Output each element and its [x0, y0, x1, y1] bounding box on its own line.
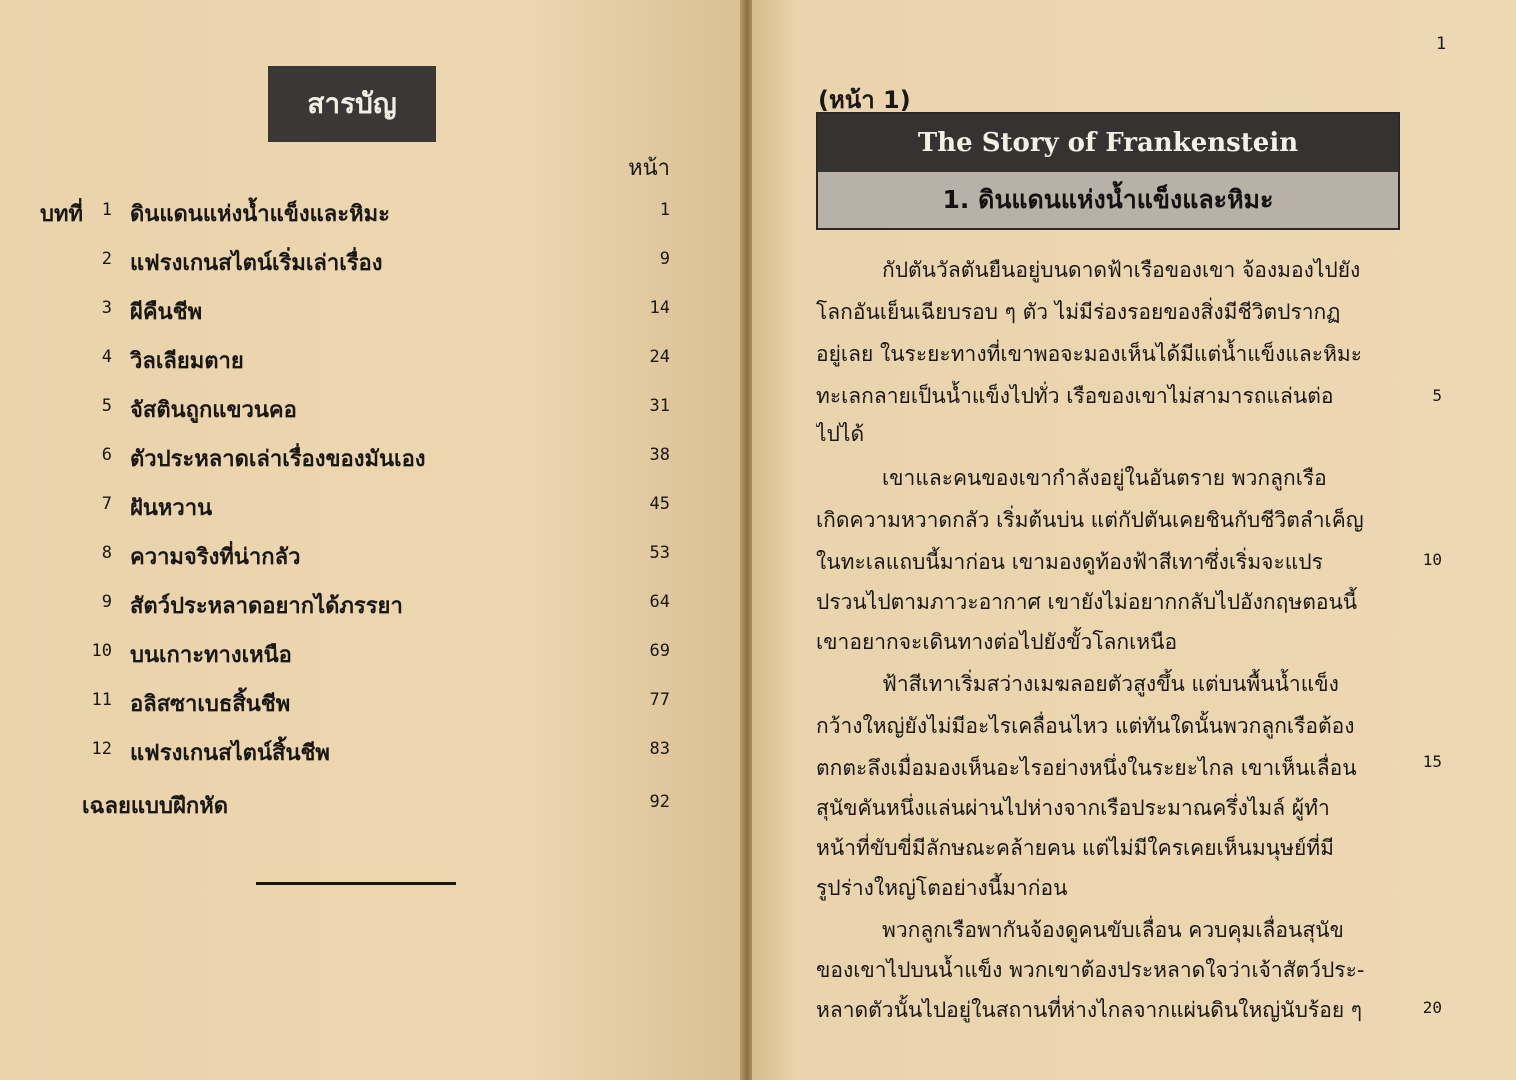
body-text-line: เขาอยากจะเดินทางต่อไปยังขั้วโลกเหนือ [816, 630, 1178, 654]
chapter-word: บทที่ [40, 202, 83, 227]
toc-entry-title: อลิสซาเบธสิ้นชีพ [130, 692, 291, 717]
body-text-line: ฟ้าสีเทาเริ่มสว่างเมฆลอยตัวสูงขึ้น แต่บนพื้นน้ำแข็ง [882, 672, 1339, 696]
body-text-line: ของเขาไปบนน้ำแข็ง พวกเขาต้องประหลาดใจว่าเจ้าสัตว์ประ- [816, 958, 1365, 982]
body-text-line: หลาดตัวนั้นไปอยู่ในสถานที่ห่างไกลจากแผ่นดินใหญ่นับร้อย ๆ [816, 998, 1363, 1022]
toc-entry-number: 7 [101, 494, 112, 514]
toc-entry-number: 6 [101, 445, 112, 465]
toc-entry [40, 588, 670, 628]
toc-entry-page: 9 [659, 249, 670, 269]
body-text-line: โลกอันเย็นเฉียบรอบ ๆ ตัว ไม่มีร่องรอยของสิ่งมีชีวิตปรากฏ [816, 300, 1341, 324]
page-tag: (หน้า 1) [818, 86, 911, 114]
toc-entry-number: 8 [101, 543, 112, 563]
toc-entry-page: 1 [659, 200, 670, 220]
toc-entry [40, 490, 670, 530]
left-page [0, 0, 742, 1080]
toc-entry-page: 38 [649, 445, 670, 465]
toc-entry-title: บนเกาะทางเหนือ [130, 643, 292, 668]
toc-entry-page: 31 [649, 396, 670, 416]
body-text-line: กว้างใหญ่ยังไม่มีอะไรเคลื่อนไหว แต่ทันใดนั้นพวกลูกเรือต้อง [816, 714, 1355, 738]
line-number: 15 [1422, 752, 1442, 771]
body-text-line: ตกตะลึงเมื่อมองเห็นอะไรอย่างหนึ่งในระยะไกล เขาเห็นเลื่อน [816, 756, 1357, 780]
toc-entry-page: 69 [649, 641, 670, 661]
toc-entry-number: 2 [101, 249, 112, 269]
toc-entry [40, 686, 670, 726]
toc-entry-title: ตัวประหลาดเล่าเรื่องของมันเอง [130, 447, 426, 472]
toc-entry [40, 196, 670, 236]
body-text-line: กัปตันวัลตันยืนอยู่บนดาดฟ้าเรือของเขา จ้องมองไปยัง [882, 258, 1361, 282]
line-number: 5 [1432, 386, 1442, 405]
toc-entry-title: แฟรงเกนสไตน์สิ้นชีพ [130, 741, 330, 766]
body-text-line: เกิดความหวาดกลัว เริ่มต้นบ่น แต่กัปตันเคยชินกับชีวิตลำเค็ญ [816, 508, 1364, 532]
toc-entry-page: 77 [649, 690, 670, 710]
toc-entry [40, 637, 670, 677]
title-box [816, 112, 1400, 230]
toc-entry-number: 4 [101, 347, 112, 367]
toc-entry-number: 5 [101, 396, 112, 416]
body-text-line: สุนัขคันหนึ่งแล่นผ่านไปห่างจากเรือประมาณครึ่งไมล์ ผู้ทำ [816, 796, 1330, 820]
page-column-label: หน้า [628, 156, 670, 181]
body-text-line: อยู่เลย ในระยะทางที่เขาพอจะมองเห็นได้มีแต่น้ำแข็งและหิมะ [816, 342, 1363, 366]
toc-entry-number: 11 [91, 690, 112, 710]
toc-entry-title: ดินแดนแห่งน้ำแข็งและหิมะ [130, 202, 390, 227]
toc-entry-page: 53 [649, 543, 670, 563]
toc-entry-page: 45 [649, 494, 670, 514]
toc-entry-page: 83 [649, 739, 670, 759]
body-text-line: หน้าที่ขับขี่มีลักษณะคล้ายคน แต่ไม่มีใครเคยเห็นมนุษย์ที่มี [816, 836, 1334, 860]
line-number: 20 [1422, 998, 1442, 1017]
toc-entry-title: ฝันหวาน [130, 496, 213, 521]
toc-entry-title: จัสตินถูกแขวนคอ [130, 398, 297, 423]
toc-entry [40, 392, 670, 432]
toc-entry-number: 1 [101, 200, 112, 220]
toc-heading: สารบัญ [268, 66, 436, 142]
page-number: 1 [1436, 34, 1447, 54]
toc-entry-exercise [40, 788, 670, 828]
book-title: The Story of Frankenstein [818, 114, 1398, 172]
body-text-line: ทะเลกลายเป็นน้ำแข็งไปทั่ว เรือของเขาไม่สามารถแล่นต่อ [816, 384, 1334, 408]
toc-entry [40, 735, 670, 775]
body-text-line: ในทะเลแถบนี้มาก่อน เขามองดูท้องฟ้าสีเทาซึ่งเริ่มจะแปร [816, 550, 1323, 574]
chapter-title: 1. ดินแดนแห่งน้ำแข็งและหิมะ [818, 172, 1398, 228]
body-text-line: ไปได้ [816, 422, 865, 446]
toc-entry-number: 3 [101, 298, 112, 318]
body-text-line: เขาและคนของเขากำลังอยู่ในอันตราย พวกลูกเรือ [882, 466, 1327, 490]
line-number: 10 [1422, 550, 1442, 569]
toc-entry-title: สัตว์ประหลาดอยากได้ภรรยา [130, 594, 403, 619]
toc-entry [40, 343, 670, 383]
body-text-line: พวกลูกเรือพากันจ้องดูคนขับเลื่อน ควบคุมเลื่อนสุนัข [882, 918, 1344, 942]
body-text-line: ปรวนไปตามภาวะอากาศ เขายังไม่อยากกลับไปอังกฤษตอนนี้ [816, 590, 1358, 614]
toc-entry-page: 92 [649, 792, 670, 812]
toc-entry-title: ความจริงที่น่ากลัว [130, 545, 301, 570]
body-text-line: รูปร่างใหญ่โตอย่างนี้มาก่อน [816, 876, 1068, 900]
toc-entry-title: ผีคืนชีพ [130, 300, 203, 325]
toc-entry-title: แฟรงเกนสไตน์เริ่มเล่าเรื่อง [130, 251, 383, 276]
divider-rule [256, 882, 456, 885]
toc-entry-title: วิลเลียมตาย [130, 349, 244, 374]
toc-entry-page: 14 [649, 298, 670, 318]
toc-entry [40, 441, 670, 481]
toc-entry [40, 245, 670, 285]
toc-entry-page: 64 [649, 592, 670, 612]
toc-entry-number: 10 [91, 641, 112, 661]
toc-entry-number: 12 [91, 739, 112, 759]
toc-entry-page: 24 [649, 347, 670, 367]
toc-entry-title: เฉลยแบบฝึกหัด [82, 794, 228, 819]
toc-entry [40, 294, 670, 334]
toc-entry-number: 9 [101, 592, 112, 612]
toc-entry [40, 539, 670, 579]
